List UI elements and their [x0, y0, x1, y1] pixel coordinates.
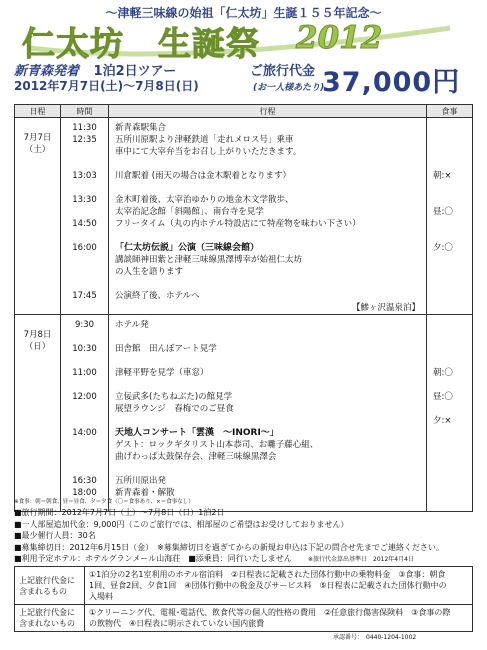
meal-status: [433, 230, 472, 242]
day-date-cell: [15, 315, 61, 512]
price-label: ご旅行代金: [250, 64, 316, 79]
meal-status: [433, 146, 472, 158]
price-basis-date: ※旅行代金算出基準日 2012年4月4日: [308, 556, 414, 563]
meal-status: [433, 182, 472, 194]
meal-status: [433, 487, 472, 499]
meal-column: [427, 315, 473, 512]
schedule-time: 12:00: [72, 392, 97, 402]
meal-status: [433, 439, 472, 451]
included-label: 上記旅行代金に 含まれるもの: [15, 567, 85, 605]
header-date: 日程: [15, 105, 61, 118]
schedule-time: [61, 451, 108, 463]
schedule-item: 車中にて大宰弁当をお召し上がりいただきます。: [115, 147, 302, 157]
schedule-item: [115, 463, 426, 475]
meal-status: 夕:〇: [433, 243, 453, 253]
schedule-time: 13:30: [72, 195, 97, 205]
plan-column: [109, 118, 427, 315]
day-date: 7月7日: [23, 133, 52, 143]
header-time: 時間: [61, 105, 109, 118]
meal-status: [433, 302, 472, 314]
schedule-item: の人生を語ります: [115, 267, 184, 277]
time-column: [61, 315, 109, 512]
schedule-item: 展望ラウンジ 春梅でのご昼食: [115, 404, 234, 414]
header-subtitle: 〜津軽三味線の始祖「仁太坊」生誕１５５年記念〜: [105, 6, 382, 20]
meal-status: [433, 355, 472, 367]
meal-status: [433, 463, 472, 475]
price-value: 37,000円: [322, 67, 461, 98]
schedule-time: [61, 415, 108, 427]
title-main: 仁太坊 生誕祭: [22, 24, 260, 63]
meal-status: [433, 331, 472, 343]
schedule-item: [115, 230, 426, 242]
schedule-time: [61, 439, 108, 451]
schedule-time: 17:45: [72, 291, 97, 301]
schedule-item: [115, 331, 426, 343]
meal-status: 朝:〇: [433, 368, 453, 378]
schedule-item: [115, 278, 426, 290]
info-line: ■募集締切日：2012年6月15日（金） ※募集締切日を過ぎてからの新規お申込は下記の問合せ先までご連絡ください。: [14, 542, 444, 552]
schedule-item: ゲスト：ロックギタリスト山本恭司、お囃子藤心組、: [115, 440, 319, 450]
day-date-cell: [15, 118, 61, 315]
info-line: ■旅行期間：2012年7月7日（土）〜7月8日（日）1泊2日: [14, 508, 225, 517]
schedule-item: 新青森着・解散: [115, 488, 175, 498]
schedule-item: 川倉駅着 (雨天の場合は金木駅着となります）: [115, 171, 292, 181]
schedule-time: [61, 379, 108, 391]
schedule-time: 10:30: [72, 344, 97, 354]
schedule-time: 9:30: [74, 320, 95, 330]
meal-status: 昼:〇: [433, 207, 453, 217]
meal-status: [433, 194, 472, 206]
tour-dates: 2012年7月7日(土)〜7月8日(日): [14, 79, 199, 93]
meal-status: [433, 254, 472, 266]
schedule-time: [61, 331, 108, 343]
meal-status: 昼:〇: [433, 392, 453, 402]
meal-status: [433, 427, 472, 439]
schedule-time: 13:03: [72, 171, 97, 181]
schedule-time: [61, 463, 108, 475]
meal-status: [433, 278, 472, 290]
schedule-item: 金木町着後、太宰治ゆかりの地金木文学散歩、: [115, 195, 294, 205]
meal-status: 夕:×: [433, 416, 452, 426]
header-meal: 食事: [427, 105, 473, 118]
schedule-item: [115, 182, 426, 194]
meal-status: [433, 290, 472, 302]
schedule-time: [61, 206, 108, 218]
included-row: [15, 567, 473, 605]
time-column: [61, 118, 109, 315]
schedule-time: 11:00: [72, 368, 97, 378]
meal-status: [433, 134, 472, 146]
meal-footnote: ※食事：朝＝朝食、昼＝昼食、夕＝夕食（〇＝食事あり、×＝食事なし）: [14, 499, 194, 505]
schedule-item: 田舎館 田んぼアート見学: [115, 344, 217, 354]
meal-status: [433, 158, 472, 170]
schedule-time: 14:50: [72, 219, 97, 229]
schedule-item: [115, 379, 426, 391]
schedule-item: [115, 158, 426, 170]
schedule-time: 18:00: [72, 488, 97, 498]
meal-status: 朝:×: [433, 171, 452, 181]
excluded-row: [15, 605, 473, 632]
meal-status: [433, 343, 472, 355]
tour-name: 新青森発着: [14, 64, 80, 79]
schedule-item: 新青森駅集合: [115, 123, 167, 133]
meal-status: [433, 379, 472, 391]
itinerary-body: [15, 118, 473, 512]
day-date: （日）: [24, 342, 51, 352]
day-date: （土）: [24, 145, 51, 155]
header-plan: 行程: [109, 105, 427, 118]
excluded-text: ①クリーニング代、電報･電話代、飲食代等の個人的性格の費用 ②任意旅行傷害保険料 ③食事の際 の飲物代 ④日程表に明示されていない国内旅費: [85, 605, 473, 632]
day-date: 7月8日: [23, 330, 52, 340]
schedule-item: 公演終了後、ホテルへ: [115, 291, 200, 301]
schedule-item: 立佞武多(たちねぶた)の館見学: [115, 392, 233, 402]
itinerary-day-row: [15, 315, 473, 512]
schedule-item: 天地人コンサート「雲漢 〜INORI〜」: [115, 428, 279, 438]
inclusions-table: [14, 566, 473, 632]
schedule-time: [61, 146, 108, 158]
meal-status: [433, 451, 472, 463]
info-line: ■一人部屋追加代金：9,000円（このご旅行では、相部屋のご希望はお受けしておりません）: [14, 519, 349, 529]
schedule-time: 14:00: [72, 428, 97, 438]
schedule-item: ホテル発: [115, 320, 149, 330]
meal-status: [433, 122, 472, 134]
meal-status: [433, 266, 472, 278]
schedule-time: [61, 355, 108, 367]
schedule-item: フリータイム（丸の内ホテル特設店にて特産物を味わい下さい）: [115, 219, 361, 229]
schedule-item: 曲げわっぱ太鼓保存会、津軽三味線黒澤会: [115, 452, 277, 462]
plan-column: [109, 315, 427, 512]
registration-number: 承認番号： 0440-1204-1002: [333, 634, 417, 641]
schedule-item: 五所川原駅より津軽鉄道「走れメロス号」乗車: [115, 135, 294, 145]
info-line: ■利用予定ホテル：ホテルグランメール山海荘 ■添乗員：同行いたしません: [14, 554, 292, 563]
meal-status: [433, 475, 472, 487]
meal-column: [427, 118, 473, 315]
schedule-item: [115, 355, 426, 367]
schedule-time: [61, 278, 108, 290]
meal-status: [433, 403, 472, 415]
schedule-item: 講談師神田紫と津軽三味線黒澤博幸が始祖仁太坊: [115, 255, 303, 265]
itinerary-table: [14, 104, 473, 512]
schedule-item: 津軽平野を見学（車窓）: [115, 368, 209, 378]
meal-status: [433, 319, 472, 331]
schedule-time: [61, 266, 108, 278]
schedule-time: 12:35: [72, 135, 97, 145]
schedule-time: [61, 403, 108, 415]
schedule-time: 16:00: [72, 243, 97, 253]
schedule-time: [61, 182, 108, 194]
title-year: 2012: [296, 20, 383, 56]
included-text: ①1泊分の2名1室利用のホテル宿泊料 ②日程表に記載された団体行動中の乗物料金 ③食事：朝食 1回、昼食2回、夕食1回 ④団体行動中の税金及びサービス料 ⑤日程表に記載された団体行動中の 入場料: [85, 567, 473, 605]
price-note: (お一人様あたり): [253, 83, 325, 93]
info-line: ■最少催行人員：30名: [14, 531, 96, 540]
excluded-label: 上記旅行代金に 含まれないもの: [15, 605, 85, 632]
overnight-hotel: 【鰺ヶ沢温泉泊】: [351, 303, 420, 313]
schedule-time: [61, 254, 108, 266]
schedule-time: [61, 302, 108, 314]
schedule-item: 五所川原出発: [115, 476, 167, 486]
schedule-time: 11:30: [72, 123, 97, 133]
schedule-item: [115, 415, 426, 427]
title-banner: [10, 18, 477, 63]
schedule-item: 「仁太坊伝説」公演（三味線会館）: [115, 243, 260, 253]
schedule-time: 16:30: [72, 476, 97, 486]
itinerary-day-row: [15, 118, 473, 315]
itinerary-header-row: [15, 105, 473, 118]
schedule-time: [61, 158, 108, 170]
schedule-time: [61, 230, 108, 242]
meal-status: [433, 218, 472, 230]
tour-length: 1泊2日ツアー: [93, 64, 177, 79]
schedule-item: 太宰治記念館「斜陽館」、南台寺を見学: [115, 207, 264, 217]
